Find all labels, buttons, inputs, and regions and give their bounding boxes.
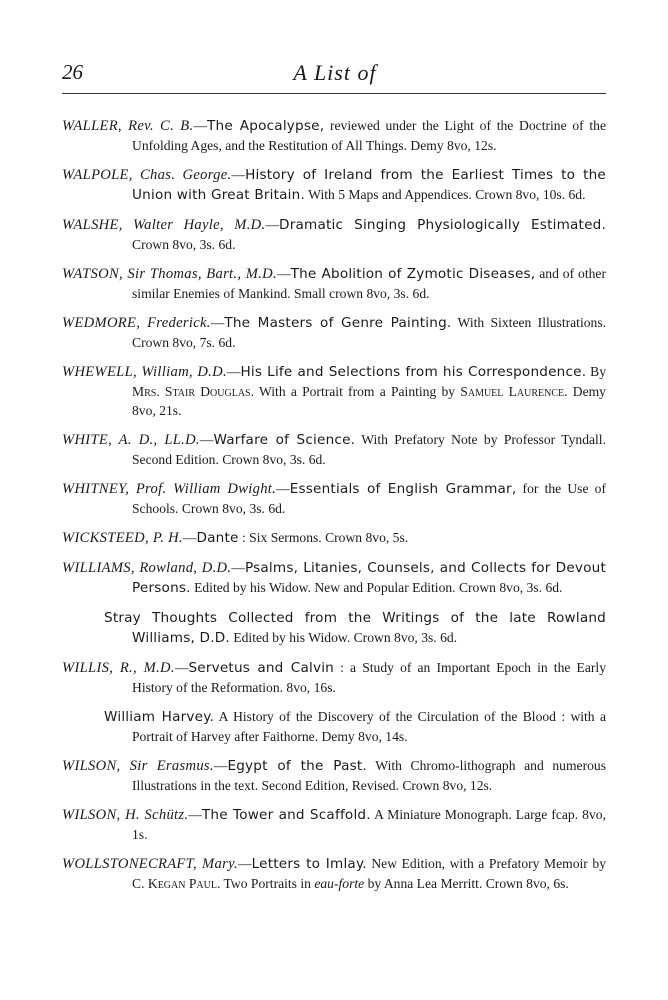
entry-author: WILLIAMS, Rowland, D.D. — [62, 560, 232, 576]
catalogue-entry — [62, 116, 606, 155]
entry-details-smallcaps: Kegan Paul — [147, 876, 217, 891]
catalogue-entry — [62, 430, 606, 469]
entry-details: With Sixteen Illustrations. Crown 8vo, 7s. 6d. — [132, 315, 607, 350]
entry-title: Egypt of the Past. — [227, 758, 367, 774]
catalogue-entry — [62, 362, 606, 420]
catalogue-entry — [62, 658, 606, 697]
entry-details: . Demy 8vo, 21s. — [132, 384, 606, 418]
entry-dash: — — [231, 560, 245, 575]
entry-details: Crown 8vo, 3s. 6d. — [132, 237, 236, 252]
entry-details: With 5 Maps and Appendices. Crown 8vo, 10s. 6d. — [305, 187, 586, 202]
entry-author: WILSON, Sir Erasmus. — [62, 758, 214, 774]
entry-details-smallcaps: Mrs. Stair Douglas — [132, 384, 251, 399]
entry-title: Essentials of English Grammar, — [289, 481, 517, 497]
entry-title: The Abolition of Zymotic Diseases, — [290, 266, 536, 282]
header-rule — [62, 93, 606, 94]
entry-details: Edited by his Widow. New and Popular Edition. Crown 8vo, 3s. 6d. — [190, 580, 563, 595]
entry-details: by Anna Lea Merritt. Crown 8vo, 6s. — [364, 876, 569, 891]
catalogue-entry — [62, 215, 606, 254]
entry-title: The Apocalypse, — [207, 118, 325, 134]
entry-dash: — — [210, 315, 225, 330]
entry-details: . Two Portraits in — [216, 876, 315, 891]
entry-author: WHITE, A. D., LL.D. — [62, 432, 200, 448]
entry-dash: — — [276, 481, 290, 496]
entry-details: With Prefatory Note by Professor Tyndall. Second Edition. Crown 8vo, 3s. 6d. — [132, 432, 606, 467]
catalogue-entry — [62, 854, 606, 893]
entry-dash: — — [265, 217, 280, 232]
entry-title: Servetus and Calvin — [188, 660, 334, 676]
entry-details: A History of the Discovery of the Circulation of the Blood : with a Portrait of Harvey after Faithorne. Demy 8vo, 14s. — [132, 709, 606, 744]
catalogue-entry — [62, 313, 606, 352]
entry-details: New Edition, with a Prefatory Memoir by C. — [132, 856, 606, 891]
entry-title: History of Ireland from the Earliest Times to the Union with Great Britain. — [132, 167, 606, 203]
entry-title: His Life and Selections from his Correspondence. — [240, 364, 587, 380]
entry-title: Stray Thoughts Collected from the Writings of the late Rowland Williams, D.D. — [104, 610, 606, 646]
entry-dash: — — [213, 758, 228, 773]
catalogue-entry — [62, 479, 606, 518]
entry-dash: — — [226, 364, 241, 379]
running-title: A List of — [293, 60, 377, 85]
entry-title: Dante — [196, 530, 239, 546]
entry-details-smallcaps: Samuel Laurence — [460, 384, 565, 399]
catalogue-entry — [62, 528, 606, 548]
entry-author: WEDMORE, Frederick. — [62, 315, 211, 331]
catalogue-entry — [62, 264, 606, 303]
entry-dash: — — [188, 807, 202, 822]
entry-details: With Chromo-lithograph and numerous Illustrations in the text. Second Edition, Revised. Crown 8vo, 12s. — [132, 758, 606, 793]
entry-details: : a Study of an Important Epoch in the Early History of the Reformation. 8vo, 16s. — [132, 660, 606, 695]
catalogue-entry — [62, 558, 606, 598]
entry-title: Warfare of Science. — [213, 432, 356, 448]
entry-author: WHITNEY, Prof. William Dwight. — [62, 481, 277, 497]
entry-author: WALSHE, Walter Hayle, M.D. — [62, 217, 266, 233]
entry-author: WALPOLE, Chas. George. — [62, 167, 232, 183]
entry-author: WHEWELL, William, D.D. — [62, 364, 227, 380]
entry-title: Dramatic Singing Physiologically Estimated. — [279, 217, 606, 233]
entry-author: WOLLSTONECRAFT, Mary. — [62, 856, 238, 872]
entry-title: The Tower and Scaffold. — [201, 807, 371, 823]
page-number: 26 — [62, 60, 83, 84]
entry-title: The Masters of Genre Painting. — [224, 315, 452, 331]
entry-dash: — — [199, 432, 214, 447]
entry-author: WALLER, Rev. C. B. — [62, 118, 194, 134]
entry-author: WILLIS, R., M.D. — [62, 660, 175, 676]
entry-details: for the Use of Schools. Crown 8vo, 3s. 6d. — [132, 481, 606, 516]
entry-details: reviewed under the Light of the Doctrine of the Unfolding Ages, and the Restitution of All Things. Demy 8vo, 12s. — [132, 118, 606, 153]
page-header — [62, 60, 608, 90]
entry-details: Edited by his Widow. Crown 8vo, 3s. 6d. — [229, 630, 458, 645]
catalogue-subentry — [62, 608, 606, 648]
entry-details: : Six Sermons. Crown 8vo, 5s. — [238, 530, 409, 545]
entry-title: William Harvey. — [104, 709, 215, 725]
entry-dash: — — [276, 266, 291, 281]
catalogue-entry — [62, 756, 606, 795]
entry-dash: — — [174, 660, 189, 675]
entry-details: By — [586, 364, 606, 379]
entry-dash: — — [238, 856, 252, 871]
entry-dash: — — [182, 530, 197, 545]
entry-details: A Miniature Monograph. Large fcap. 8vo, 1s. — [132, 807, 606, 842]
entry-details-italic: eau-forte — [314, 876, 365, 891]
entry-author: WILSON, H. Schütz. — [62, 807, 189, 823]
entry-author: WATSON, Sir Thomas, Bart., M.D. — [62, 266, 277, 282]
entry-author: WICKSTEED, P. H. — [62, 530, 183, 546]
entry-title: Letters to Imlay. — [251, 856, 367, 872]
entry-dash: — — [231, 167, 246, 182]
catalogue-entry — [62, 165, 606, 205]
catalogue-entries — [62, 116, 606, 903]
entry-details: and of other similar Enemies of Mankind. Small crown 8vo, 3s. 6d. — [132, 266, 606, 301]
entry-dash: — — [193, 118, 208, 133]
entry-title: Psalms, Litanies, Counsels, and Collects for Devout Persons. — [132, 560, 606, 596]
entry-details: . With a Portrait from a Painting by — [250, 384, 461, 399]
catalogue-entry — [62, 805, 606, 844]
catalogue-subentry — [62, 707, 606, 746]
